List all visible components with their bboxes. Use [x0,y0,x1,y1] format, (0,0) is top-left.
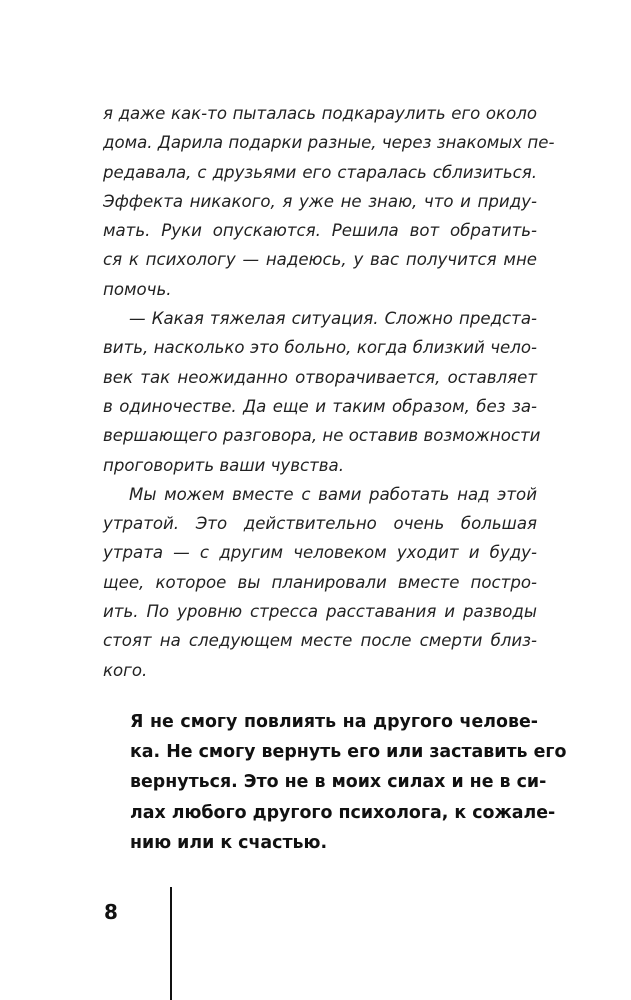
body-line: утратой. Это действительно очень большая [103,514,537,534]
body-line: век так неожиданно отворачивается, оставляет [103,367,537,387]
callout-line: ка. Не смогу вернуть его или заставить его [130,742,567,763]
body-line: утрата — с другим человеком уходит и буду- [103,543,537,563]
body-line: — Какая тяжелая ситуация. Сложно предста- [129,309,537,329]
body-line: мать. Руки опускаются. Решила вот обратить- [103,221,537,241]
callout-line: вернуться. Это не в моих силах и не в си- [130,772,547,793]
body-line: кого. [103,660,148,680]
body-line: щее, которое вы планировали вместе постро- [103,572,537,592]
body-line: ить. По уровню стресса расставания и разводы [103,602,537,622]
body-line: Эффекта никакого, я уже не знаю, что и приду- [103,191,537,211]
body-text [103,99,555,685]
body-line: ся к психологу — надеюсь, у вас получится мне [103,250,537,270]
body-line: стоят на следующем месте после смерти близ- [103,631,537,651]
body-line: дома. Дарила подарки разные, через знакомых пе- [103,133,555,153]
callout-line: лах любого другого психолога, к сожале- [130,802,556,823]
highlight-callout [130,707,567,858]
body-line: проговорить ваши чувства. [103,455,344,475]
body-line: Мы можем вместе с вами работать над этой [129,484,537,504]
callout-line: нию или к счастью. [130,832,328,853]
body-line: я даже как-то пыталась подкараулить его около [103,104,537,123]
callout-line: Я не смогу повлиять на другого челове- [130,712,538,732]
body-line: редавала, с друзьями его старалась сблизиться. [103,162,537,182]
body-line: вить, насколько это больно, когда близкий чело- [103,338,537,358]
margin-rule [170,887,172,1000]
body-line: вершающего разговора, не оставив возможности [103,426,541,446]
body-line: в одиночестве. Да еще и таким образом, без за- [103,396,537,416]
page-number: 8 [104,900,118,924]
body-line: помочь. [103,279,172,299]
